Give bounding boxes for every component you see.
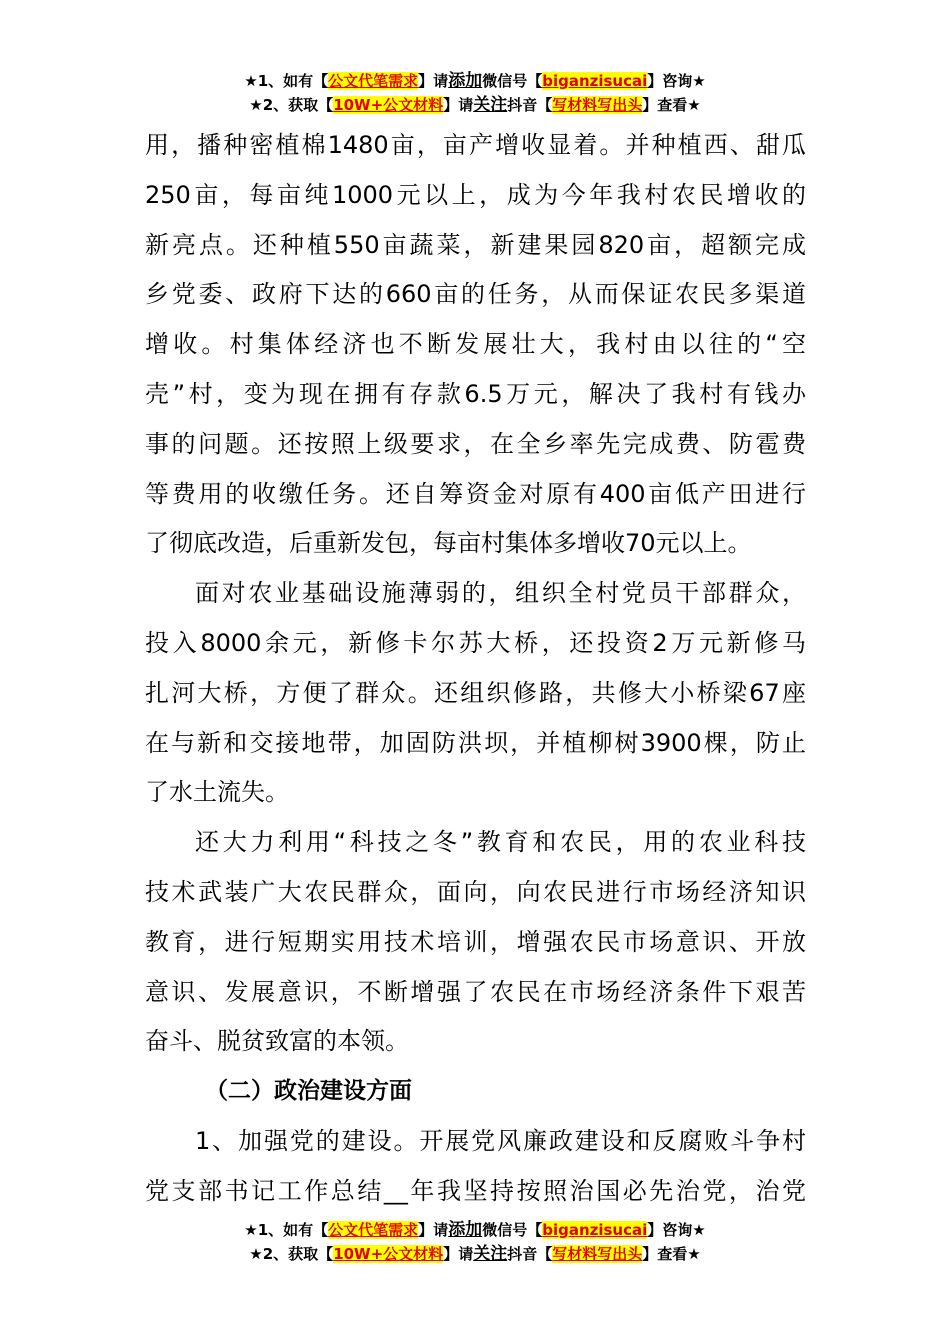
text-line: 250亩，每亩纯1000元以上，成为今年我村农民增收的: [145, 180, 806, 209]
ad-text: 】咨询★: [647, 1221, 706, 1239]
text-line: 了水土流失。: [145, 778, 289, 807]
section-heading: （二）政治建设方面: [205, 1078, 412, 1105]
ad-text: 】请: [418, 1221, 449, 1239]
ad-text: ★1、如有【: [244, 1221, 329, 1239]
footer-ad-line-2: [0, 1243, 950, 1265]
ad-text: 】请: [443, 1245, 474, 1263]
ad-text: 抖音【: [507, 1245, 553, 1263]
footer-ad-line-1: [0, 1219, 950, 1241]
ad-text: ★1、如有【: [244, 72, 329, 90]
text-line: 新亮点。还种植550亩蔬菜，新建果园820亩，超额完成: [145, 230, 806, 259]
ad-underline: 添加: [448, 1220, 483, 1240]
text-line: 用，播种密植棉1480亩，亩产增收显着。并种植西、甜瓜: [145, 131, 806, 159]
ad-text: 】查看★: [642, 1245, 701, 1263]
text-line: 乡党委、政府下达的660亩的任务，从而保证农民多渠道: [145, 280, 806, 309]
ad-underline: 添加: [448, 71, 483, 91]
text-line: 党支部书记工作总结__年我坚持按照治国必先治党，治党: [145, 1176, 806, 1205]
text-line: 了彻底改造，后重新发包，每亩村集体多增收70元以上。: [145, 529, 752, 558]
header-ad-line-1: [0, 70, 950, 92]
ad-text: 】查看★: [642, 96, 701, 114]
ad-text: 抖音【: [507, 96, 553, 114]
ad-text: ★2、获取【: [249, 96, 334, 114]
ad-text: 微信号【: [482, 72, 543, 90]
text-line: 增收。村集体经济也不断发展壮大，我村由以往的“空: [145, 330, 806, 359]
text-line: 技术武装广大农民群众，面向，向农民进行市场经济知识: [145, 878, 806, 906]
ad-underline: 关注: [473, 95, 508, 115]
ad-highlight: 写材料写出头: [552, 1245, 643, 1263]
text-line: 投入8000余元，新修卡尔苏大桥，还投资2万元新修马: [145, 629, 806, 657]
text-line: 奋斗、脱贫致富的本领。: [145, 1027, 409, 1056]
ad-highlight: biganzisucai: [542, 1221, 648, 1239]
text-line: 1、加强党的建设。开展党风廉政建设和反腐败斗争村: [195, 1127, 806, 1155]
text-line: 意识、发展意识，不断增强了农民在市场经济条件下艰苦: [145, 977, 806, 1006]
ad-text: 微信号【: [482, 1221, 543, 1239]
text-line: 等费用的收缴任务。还自筹资金对原有400亩低产田进行: [145, 479, 806, 508]
ad-highlight: biganzisucai: [542, 72, 648, 90]
header-ad-line-2: [0, 94, 950, 116]
ad-highlight: 10W+公文材料: [333, 96, 444, 114]
text-line: 壳”村，变为现在拥有存款6.5万元，解决了我村有钱办: [145, 380, 806, 408]
ad-highlight: 公文代笔需求: [328, 1221, 419, 1239]
ad-highlight: 10W+公文材料: [333, 1245, 444, 1263]
ad-highlight: 公文代笔需求: [328, 72, 419, 90]
ad-highlight: 写材料写出头: [552, 96, 643, 114]
ad-text: 】请: [443, 96, 474, 114]
text-line: 事的问题。还按照上级要求，在全乡率先完成费、防雹费: [145, 429, 806, 458]
text-line: 还大力利用“科技之冬”教育和农民，用的农业科技: [195, 828, 806, 857]
ad-text: 】请: [418, 72, 449, 90]
ad-underline: 关注: [473, 1244, 508, 1264]
ad-text: ★2、获取【: [249, 1245, 334, 1263]
ad-text: 】咨询★: [647, 72, 706, 90]
text-line: 教育，进行短期实用技术培训，增强农民市场意识、开放: [145, 927, 806, 956]
text-line: 扎河大桥，方便了群众。还组织修路，共修大小桥梁67座: [145, 678, 806, 707]
text-line: 面对农业基础设施薄弱的，组织全村党员干部群众，: [195, 579, 806, 608]
text-line: 在与新和交接地带，加固防洪坝，并植柳树3900棵，防止: [145, 728, 806, 757]
